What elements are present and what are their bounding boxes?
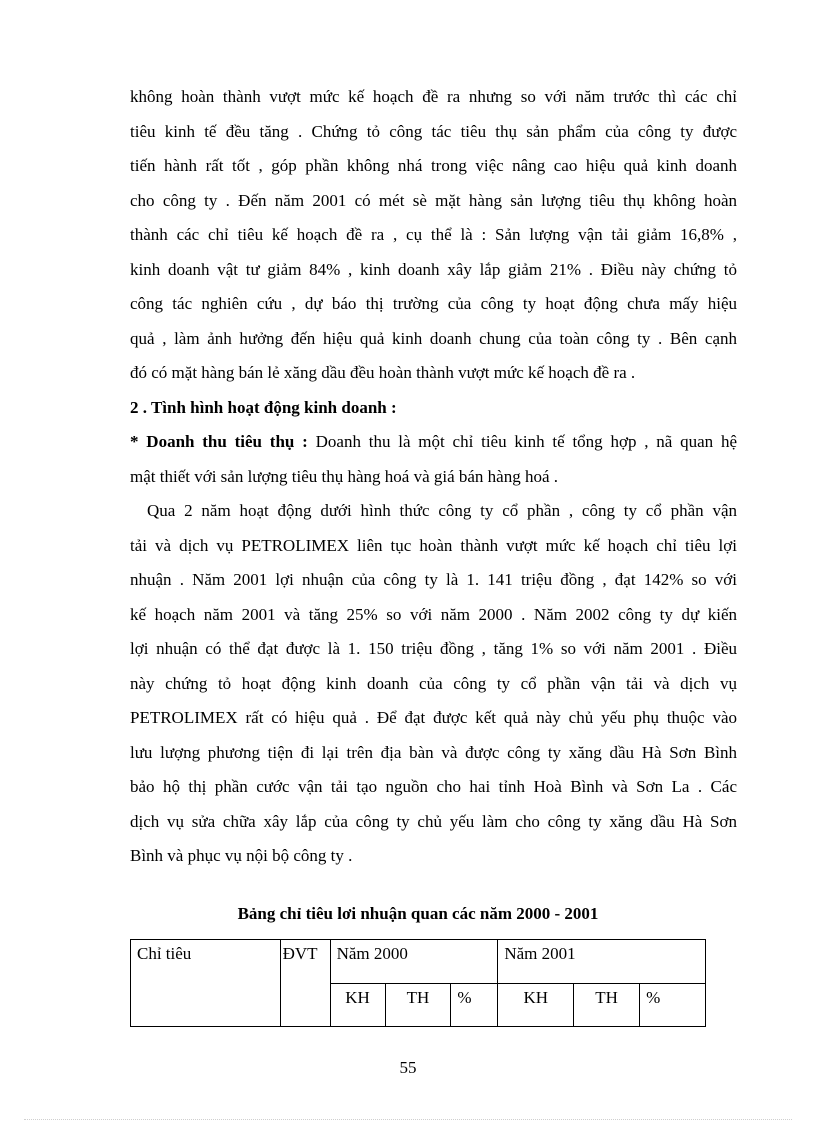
text-line: kinh doanh vật tư giảm 84% , kinh doanh xây lắp giảm 21% . Điều này chứng tỏ xyxy=(130,259,737,279)
paragraph-sales-plan xyxy=(130,80,737,391)
revenue-line1-rest: Doanh thu là một chỉ tiêu kinh tế tổng hợp , nã quan hệ xyxy=(307,432,737,451)
header-indicator: Chỉ tiêu xyxy=(131,940,281,1027)
table-header-row xyxy=(131,940,706,984)
subheader-kh-2001: KH xyxy=(498,983,574,1027)
header-year-2001: Năm 2001 xyxy=(498,940,706,984)
text-line: thành các chỉ tiêu kế hoạch đề ra , cụ thể là : Sản lượng vận tải giảm 16,8% , xyxy=(130,225,737,244)
revenue-lead: * Doanh thu tiêu thụ : xyxy=(130,432,308,451)
subheader-th-2001: TH xyxy=(574,983,640,1027)
text-line: mật thiết với sản lượng tiêu thụ hàng hoá và giá bán hàng hoá . xyxy=(130,466,559,486)
section-heading: 2 . Tình hình hoạt động kinh doanh : xyxy=(130,398,397,417)
text-line: tải và dịch vụ PETROLIMEX liên tục hoàn thành vượt mức kế hoạch chỉ tiêu lợi xyxy=(130,535,737,555)
text-line: PETROLIMEX rất có hiệu quả . Để đạt được kết quả này chủ yếu phụ thuộc vào xyxy=(130,708,737,727)
text-line: tiến hành rất tốt , góp phần không nhá trong việc nâng cao hiệu quả kinh doanh xyxy=(130,156,737,175)
page-number: 55 xyxy=(399,1058,417,1077)
text-line: Bình và phục vụ nội bộ công ty . xyxy=(130,846,353,865)
paragraph-profit xyxy=(130,494,737,874)
text-line: Qua 2 năm hoạt động dưới hình thức công ty cổ phần , công ty cổ phần vận xyxy=(147,501,737,520)
subheader-pct-2000: % xyxy=(451,983,498,1027)
text-line: bảo hộ thị phần cước vận tải tạo nguồn cho hai tỉnh Hoà Bình và Sơn La . Các xyxy=(130,777,737,796)
text-line: kế hoạch năm 2001 và tăng 25% so với năm 2000 . Năm 2002 công ty dự kiến xyxy=(130,604,737,624)
table-caption: Bảng chỉ tiêu lơi nhuận quan các năm 2000 - 2001 xyxy=(237,904,599,923)
text-line: đó có mặt hàng bán lẻ xăng dầu đều hoàn thành vượt mức kế hoạch đề ra . xyxy=(130,363,636,382)
header-unit: ĐVT xyxy=(280,940,330,1027)
page-edge-dotted-line xyxy=(24,1119,792,1120)
text-line: này chứng tỏ hoạt động kinh doanh của công ty cổ phần vận tải và dịch vụ xyxy=(130,673,737,693)
text-line xyxy=(130,425,737,460)
text-line: quả , làm ảnh hưởng đến hiệu quả kinh doanh chung của toàn công ty . Bên cạnh xyxy=(130,328,737,348)
text-line: công tác nghiên cứu , dự báo thị trường của công ty hoạt động chưa mấy hiệu xyxy=(130,294,737,313)
subheader-kh-2000: KH xyxy=(330,983,385,1027)
header-year-2000: Năm 2000 xyxy=(330,940,498,984)
subheader-th-2000: TH xyxy=(385,983,451,1027)
text-line: lợi nhuận có thể đạt được là 1. 150 triệu đồng , tăng 1% so với năm 2001 . Điều xyxy=(130,639,737,658)
text-line: tiêu kinh tế đều tăng . Chứng tỏ công tác tiêu thụ sản phẩm của công ty được xyxy=(130,121,737,141)
text-line: không hoàn thành vượt mức kế hoạch đề ra nhưng so với năm trước thì các chỉ xyxy=(130,87,737,106)
profit-table xyxy=(130,939,706,1027)
text-line: dịch vụ sửa chữa xây lắp của công ty chủ yếu làm cho công ty xăng dầu Hà Sơn xyxy=(130,811,737,831)
subheader-pct-2001: % xyxy=(640,983,706,1027)
text-line: lưu lượng phương tiện đi lại trên địa bàn và được công ty xăng dầu Hà Sơn Bình xyxy=(130,742,737,762)
text-line: nhuận . Năm 2001 lợi nhuận của công ty là 1. 141 triệu đồng , đạt 142% so với xyxy=(130,570,737,589)
paragraph-revenue xyxy=(130,425,737,494)
text-line: cho công ty . Đến năm 2001 có mét sè mặt hàng sản lượng tiêu thụ không hoàn xyxy=(130,190,737,210)
